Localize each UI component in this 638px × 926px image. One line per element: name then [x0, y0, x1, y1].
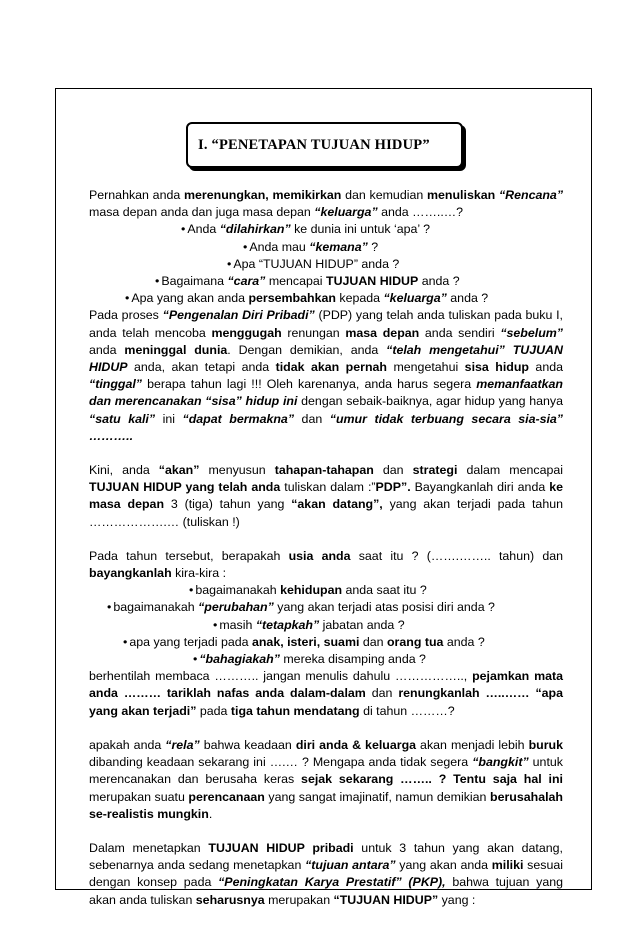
document-body [89, 187, 563, 926]
paragraph-pause: berhentilah membaca ……….. jangan menulis dahulu …………….., pejamkan mata anda ……… tariklah nafas anda dalam-dalam dan renungkanlah …..…… “apa yang akan terjadi” pada tiga tahun mendatang di tahun ………? [89, 669, 564, 718]
reflection-item-3: • masih “tetapkah” jabatan anda ? [89, 617, 563, 634]
paragraph-age: Pada tahun tersebut, berapakah usia anda saat itu ? (…….…….. tahun) dan bayangkanlah kira-kira : [89, 548, 563, 581]
paragraph-intro: Pernahkan anda merenungkan, memikirkan dan kemudian menuliskan “Rencana” masa depan anda dan juga masa depan “keluarga” anda ……..…? [89, 188, 564, 220]
question-item-3: • Apa “TUJUAN HIDUP” anda ? [89, 256, 563, 273]
paragraph-pdp: Pada proses “Pengenalan Diri Pribadi” (PDP) yang telah anda tuliskan pada buku I, anda telah mencoba menggugah renungan masa depan anda sendiri “sebelum” anda meninggal dunia. Dengan demikian, anda “telah mengetahui” TUJUAN HIDUP anda, akan tetapi anda tidak akan pernah mengetahui sisa hidup anda “tinggal” berapa tahun lagi !!! Oleh karenanya, anda harus segera memanfaatkan dan merencanakan “sisa” hidup ini dengan sebaik-baiknya, agar hidup yang hanya “satu kali” ini “dapat bermakna” dan “umur tidak terbuang secara sia-sia” ……….. [89, 308, 564, 443]
section-title: I. “PENETAPAN TUJUAN HIDUP” [198, 136, 430, 153]
section-title-box [186, 122, 463, 168]
reflection-item-5: • “bahagiakah” mereka disamping anda ? [89, 651, 563, 668]
reflection-item-2: • bagaimanakah “perubahan” yang akan terjadi atas posisi diri anda ? [89, 599, 563, 616]
reflection-item-4: • apa yang terjadi pada anak, isteri, suami dan orang tua anda ? [89, 634, 563, 651]
reflection-item-1: • bagaimanakah kehidupan anda saat itu ? [89, 582, 563, 599]
question-item-5: • Apa yang akan anda persembahkan kepada “keluarga” anda ? [89, 290, 563, 307]
paragraph-willing: apakah anda “rela” bahwa keadaan diri anda & keluarga akan menjadi lebih buruk dibanding keadaan sekarang ini ….… ? Mengapa anda tidak segera “bangkit” untuk merencanakan dan berusaha keras sejak sekarang …….. ? Tentu saja hal ini merupakan suatu perencanaan yang sangat imajinatif, namun demikian berusahalah se-realistis mungkin. [89, 737, 563, 821]
paragraph-goal: Dalam menetapkan TUJUAN HIDUP pribadi untuk 3 tahun yang akan datang, sebenarnya anda sedang menetapkan “tujuan antara” yang akan anda miliki sesuai dengan konsep pada “Peningkatan Karya Prestatif” (PKP), bahwa tujuan yang akan anda tuliskan seharusnya merupakan “TUJUAN HIDUP” yang : [89, 840, 563, 907]
question-item-1: • Anda “dilahirkan” ke dunia ini untuk ‘apa’ ? [89, 221, 563, 238]
paragraph-strategy: Kini, anda “akan” menyusun tahapan-tahapan dan strategi dalam mencapai TUJUAN HIDUP yang telah anda tuliskan dalam :”PDP”. Bayangkanlah diri anda ke masa depan 3 (tiga) tahun yang “akan datang”, yang akan terjadi pada tahun ……………….… (tuliskan !) [89, 463, 564, 529]
question-item-2: • Anda mau “kemana” ? [89, 239, 563, 256]
question-item-4: • Bagaimana “cara” mencapai TUJUAN HIDUP anda ? [89, 273, 563, 290]
